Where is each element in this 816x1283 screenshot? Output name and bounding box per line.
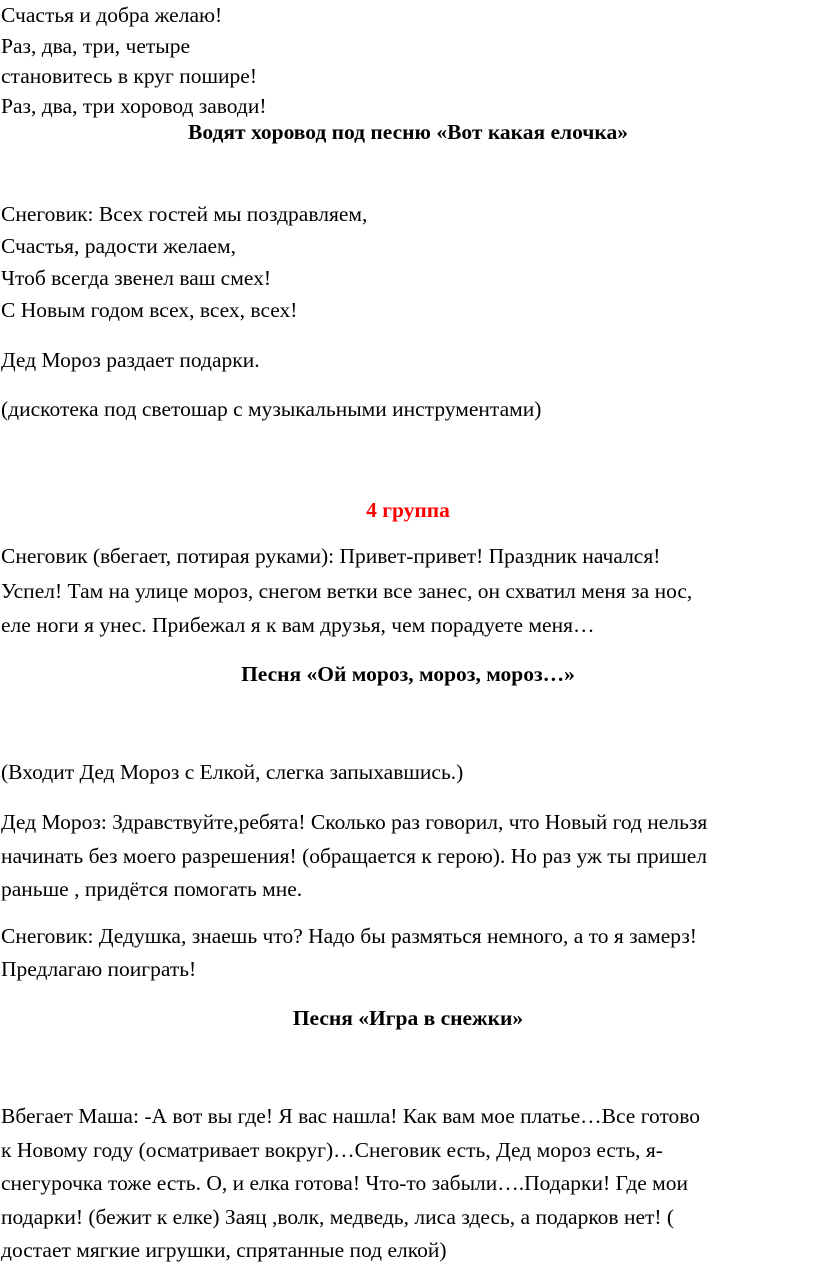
paragraph-line: Предлагаю поиграть! (1, 957, 197, 981)
paragraph: Дед Мороз раздает подарки. (1, 348, 260, 372)
paragraph-line: к Новому году (осматривает вокруг)…Снеговик есть, Дед мороз есть, я- (1, 1138, 663, 1162)
paragraph-line: Снеговик: Дедушка, знаешь что? Надо бы размяться немного, а то я замерз! (1, 924, 697, 948)
group-heading: 4 группа (366, 498, 450, 522)
paragraph-line: раньше , придётся помогать мне. (1, 877, 303, 901)
paragraph: (Входит Дед Мороз с Елкой, слегка запыхавшись.) (1, 760, 464, 784)
verse-line: Раз, два, три, четыре (1, 34, 190, 58)
verse-line: Счастья и добра желаю! (1, 3, 223, 27)
verse-line: Раз, два, три хоровод заводи! (1, 94, 267, 118)
paragraph-line: Снеговик (вбегает, потирая руками): Привет-привет! Праздник начался! (1, 544, 661, 568)
paragraph-line: еле ноги я унес. Прибежал я к вам друзья, чем порадуете меня… (1, 613, 595, 637)
verse-line: становитесь в круг пошире! (1, 64, 258, 88)
paragraph-line: подарки! (бежит к елке) Заяц ,волк, медведь, лиса здесь, а подарков нет! ( (1, 1205, 675, 1229)
paragraph-line: начинать без моего разрешения! (обращается к герою). Но раз уж ты пришел (1, 844, 708, 868)
song-heading: Песня «Игра в снежки» (292, 1006, 524, 1030)
verse-line: С Новым годом всех, всех, всех! (1, 298, 298, 322)
paragraph: (дискотека под светошар с музыкальными инструментами) (1, 397, 542, 421)
song-heading: Водят хоровод под песню «Вот какая елочка» (188, 120, 628, 144)
song-heading: Песня «Ой мороз, мороз, мороз…» (241, 662, 575, 686)
verse-line: Снеговик: Всех гостей мы поздравляем, (1, 202, 368, 226)
verse-line: Счастья, радости желаем, (1, 234, 237, 258)
paragraph-line: Успел! Там на улице мороз, снегом ветки все занес, он схватил меня за нос, (1, 579, 693, 603)
paragraph-line: достает мягкие игрушки, спрятанные под елкой) (1, 1238, 447, 1262)
verse-line: Чтоб всегда звенел ваш смех! (1, 266, 271, 290)
paragraph-line: Вбегает Маша: -А вот вы где! Я вас нашла! Как вам мое платье…Все готово (1, 1104, 701, 1128)
paragraph-line: Дед Мороз: Здравствуйте,ребята! Сколько раз говорил, что Новый год нельзя (1, 810, 708, 834)
paragraph-line: снегурочка тоже есть. О, и елка готова! Что-то забыли….Подарки! Где мои (1, 1171, 689, 1195)
